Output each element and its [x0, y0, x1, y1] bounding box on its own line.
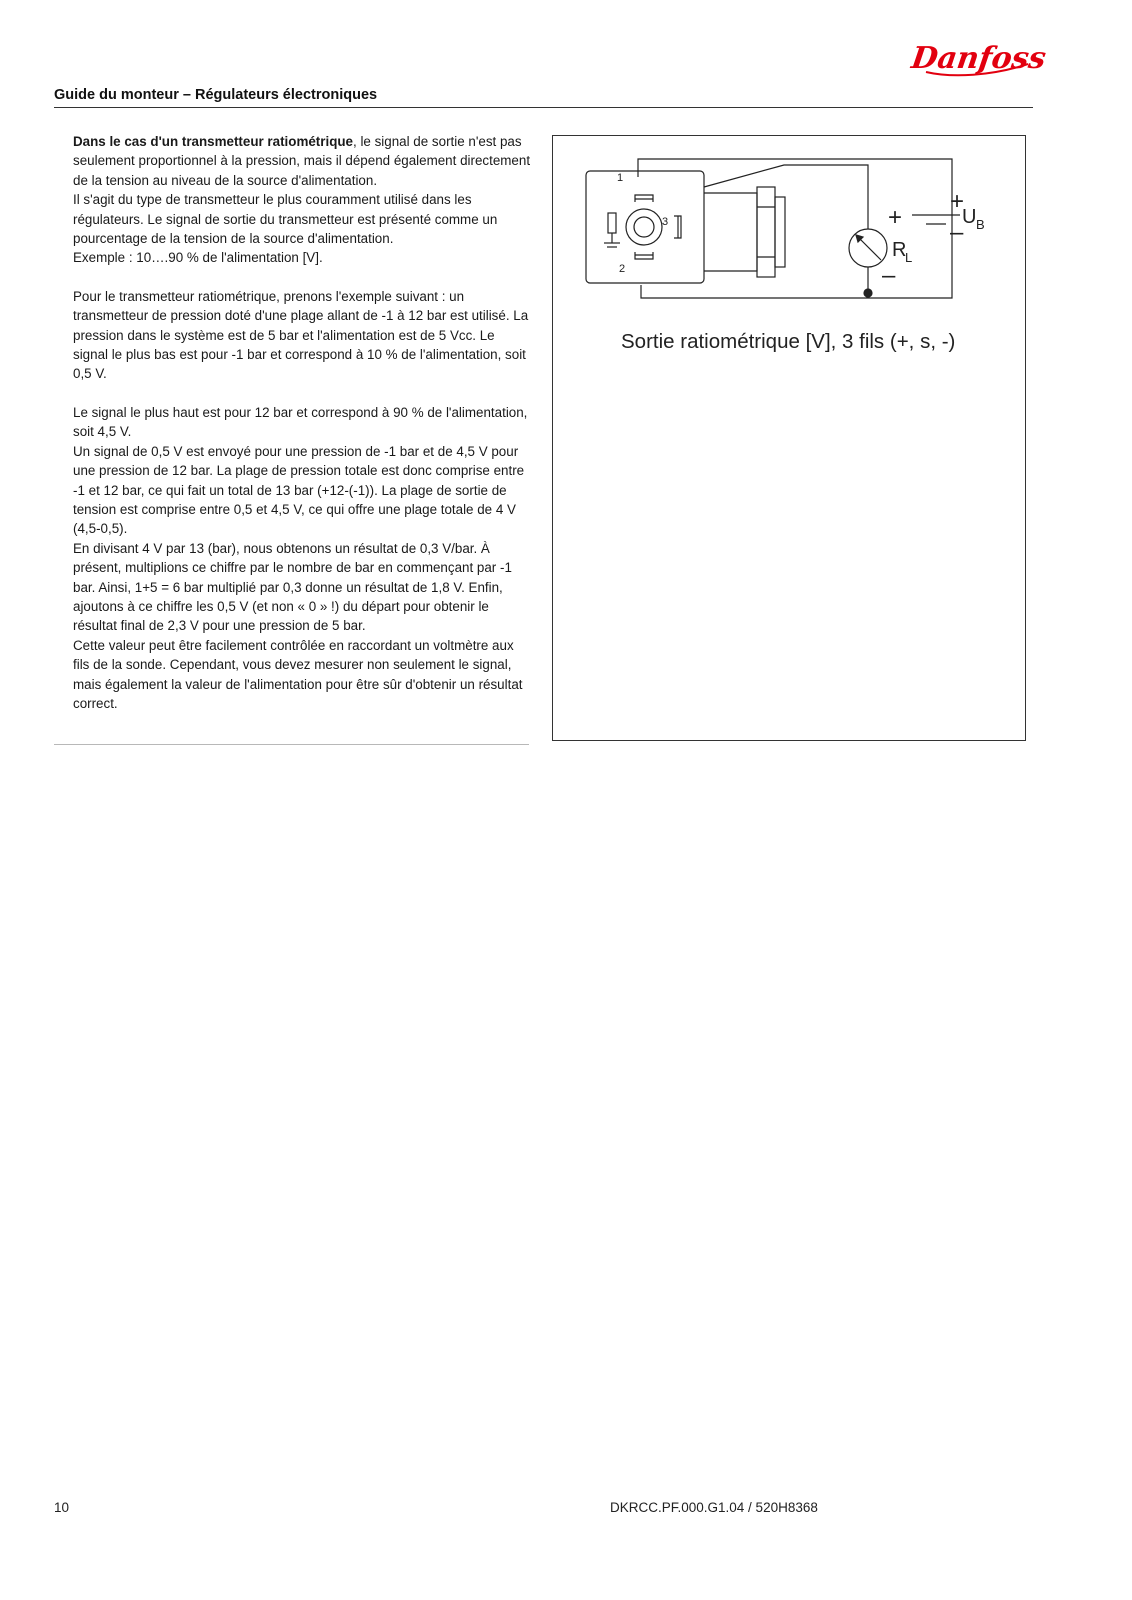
paragraph-calculation: En divisant 4 V par 13 (bar), nous obtenons un résultat de 0,3 V/bar. À présent, multiplions ce chiffre par le nombre de bar en commençant par -1 bar. Ainsi, 1+5 = 6 bar multiplié par 0,3 donne un résultat de 1,8 V. Enfin, ajoutons à ce chiffre les 0,5 V (et non « 0 » !) du départ pour obtenir le résultat final de 2,3 V pour une pression de 5 bar. — [73, 540, 512, 634]
danfoss-logo-text: Danfoss — [909, 41, 1049, 76]
wiring-diagram — [552, 135, 1026, 315]
rl-subscript: L — [905, 250, 913, 265]
supply-wire — [638, 159, 952, 298]
supply-minus-sign: – — [950, 219, 964, 246]
intro-bold-phrase: Dans le cas d'un transmetteur ratiométrique — [73, 134, 354, 149]
paragraph-intro — [73, 132, 533, 190]
rl-label: R — [892, 239, 907, 261]
connector-housing — [586, 171, 704, 283]
paragraph-scenario: Pour le transmetteur ratiométrique, prenons l'exemple suivant : un transmetteur de pression doté d'une plage allant de -1 à 12 bar est utilisé. La pression dans le système est de 5 bar et l'alimentation est de 5 Vcc. Le signal le plus bas est pour -1 bar et correspond à 10 % de l'alimentation, soit 0,5 V. — [73, 288, 529, 382]
header-divider — [54, 107, 1033, 108]
page-header-title: Guide du monteur – Régulateurs électroniques — [54, 87, 378, 103]
connector-neck — [704, 193, 757, 271]
paragraph-type: Il s'agit du type de transmetteur le plus couramment utilisé dans les régulateurs. Le signal de sortie du transmetteur est présenté comme un pourcentage de la tension de la source d'alimentation. — [73, 192, 498, 247]
pin-1-label: 1 — [616, 172, 624, 184]
column-end-divider — [54, 744, 529, 745]
load-minus-sign: – — [882, 262, 896, 289]
load-plus-sign: + — [888, 204, 903, 231]
connector-center-ring — [626, 209, 662, 245]
ub-subscript: B — [976, 217, 985, 232]
paragraph-high-signal: Le signal le plus haut est pour 12 bar et correspond à 90 % de l'alimentation, soit 4,5 V. — [73, 404, 528, 440]
body-text-column — [73, 132, 533, 713]
ub-label: U — [962, 206, 977, 228]
signal-wire — [704, 165, 868, 229]
diagram-caption: Sortie ratiométrique [V], 3 fils (+, s, -) — [621, 330, 956, 353]
intro-rest: , le signal de sortie n'est pas seulement proportionnel à la pression, mais il dépend également directement de la tension au niveau de la source d'alimentation. — [73, 134, 531, 188]
document-reference: DKRCC.PF.000.G1.04 / 520H8368 — [610, 1500, 818, 1515]
supply-plus-sign: + — [950, 188, 965, 215]
paragraph-example: Exemple : 10….90 % de l'alimentation [V]. — [73, 250, 323, 266]
paragraph-verification: Cette valeur peut être facilement contrôlée en raccordant un voltmètre aux fils de la sonde. Cependant, vous devez mesurer non seulement le signal, mais également la valeur de l'alimentation pour être sûr d'obtenir un résultat correct. — [73, 637, 523, 711]
paragraph-range: Un signal de 0,5 V est envoyé pour une pression de -1 bar et de 4,5 V pour une pression de 12 bar. La plage de pression totale est donc comprise entre -1 et 12 bar, ce qui fait un total de 13 bar (+12-(-1)). La plage de sortie de tension est comprise entre 0,5 et 4,5 V, ce qui offre une plage totale de 4 V (4,5-0,5). — [73, 443, 525, 537]
page-number: 10 — [54, 1500, 70, 1515]
danfoss-logo — [909, 28, 1049, 80]
cable-gland — [757, 187, 775, 277]
pin-2-label: 2 — [618, 263, 626, 275]
pin-3-label: 3 — [661, 216, 669, 228]
